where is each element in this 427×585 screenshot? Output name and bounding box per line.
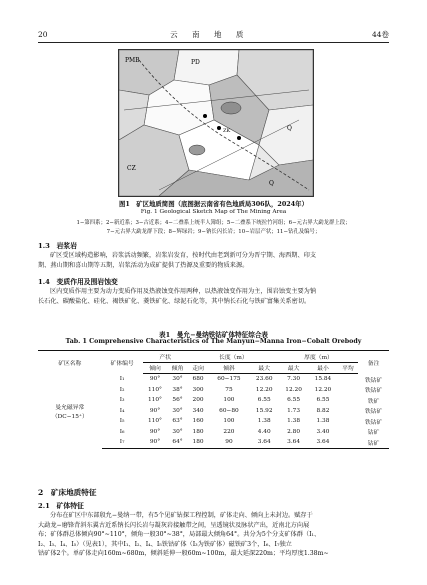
text-line: Ⅰ₂、Ⅰ₃、Ⅰ₄、Ⅰ₅）（见表1），其中Ⅰ₁、Ⅰ₂、Ⅰ₄、Ⅰ₅铁钴矿体（Ⅰ₃为铁矿体）磁铁矿3个，Ⅰ₆、Ⅰ₇独立 xyxy=(38,540,292,548)
table-cell: 23.60 xyxy=(255,376,273,383)
table-caption-cn: 表1 曼允−曼纳铁钴矿体特征综合表 xyxy=(158,331,269,339)
table-cell: 12.20 xyxy=(285,386,302,393)
table-cell: 15.92 xyxy=(255,407,273,414)
map-label: ZK xyxy=(223,128,231,134)
table-cell: 铁钴矿 xyxy=(364,409,383,416)
table-row xyxy=(38,374,389,385)
section-heading: 2 矿床地质特征 xyxy=(38,488,97,497)
section-heading: 1.3 岩浆岩 xyxy=(38,242,78,250)
paragraph xyxy=(38,287,389,306)
col-subheader: 最小 xyxy=(308,362,337,374)
text-line: 期、燕山期和喜山期等五期，岩浆活动为成矿提供了热源及重要的物质来源。 xyxy=(38,261,249,269)
table-cell: 64° xyxy=(167,437,188,448)
table-cell: 1.38 xyxy=(287,418,301,425)
table-cell: 铁钴矿 xyxy=(364,419,383,426)
table-cell: 3.40 xyxy=(316,428,330,435)
table-cell: 220 xyxy=(223,428,235,435)
table-cell: 30° xyxy=(172,376,183,383)
table-cell: 30° xyxy=(172,407,183,414)
geological-map xyxy=(118,49,314,197)
figure-caption-en: Fig. 1 Geological Sketch Map of The Mining Area xyxy=(140,209,287,215)
table-cell xyxy=(338,406,359,417)
col-header: 备注 xyxy=(358,351,389,374)
table-caption-en: Tab. 1 Comprehensive Characteristics of The Manyun−Manna Iron−Cobalt Orebody xyxy=(65,338,362,345)
district-cell xyxy=(38,374,102,449)
col-subheader: 倾斜 xyxy=(208,362,249,374)
subsection-heading: 2.1 矿体特征 xyxy=(38,502,84,510)
table-cell: 3.64 xyxy=(250,437,279,448)
col-header: 长度（m） xyxy=(188,351,279,363)
page-header xyxy=(38,28,389,40)
table-cell xyxy=(338,395,359,406)
table-cell: 钴矿 xyxy=(358,437,389,448)
figure-caption-cn: 图1 矿区地质简图（底图据云南省有色地质局306队，2024年） xyxy=(119,200,308,208)
volume-label: 44卷 xyxy=(371,29,389,39)
table-cell: 300 xyxy=(192,386,204,393)
table-cell: 110° xyxy=(147,397,162,404)
table-cell: 75 xyxy=(225,386,233,393)
orebody-table xyxy=(38,350,389,449)
table-cell: 90° xyxy=(143,437,168,448)
table-cell: 8.82 xyxy=(316,407,330,414)
map-label: Q xyxy=(287,125,292,132)
map-label: CZ xyxy=(127,165,136,172)
table-cell: 铁钴矿 xyxy=(364,388,383,395)
table-cell: 63° xyxy=(172,418,183,425)
col-header: 矿区名称 xyxy=(38,351,102,374)
table-cell: 38° xyxy=(172,386,183,393)
header-rule xyxy=(38,42,389,43)
table-cell xyxy=(338,437,359,448)
table-cell: 12.20 xyxy=(255,386,273,393)
col-subheader: 倾向 xyxy=(143,362,168,374)
table-cell: 铁钴矿 xyxy=(364,377,383,384)
col-subheader: 最大 xyxy=(250,362,279,374)
text-line: 分布在矿区中东部殷允−曼纳一带，有5个见矿钻探工程控制，矿体走向、倾向上未封边。赋存于 xyxy=(50,512,313,519)
table-cell xyxy=(338,416,359,427)
text-line: 区内变质作用主要为动力变质作用及热液蚀变作用两种，以热液蚀变作用为主，围岩蚀变主要为钠 xyxy=(50,288,317,295)
table-cell xyxy=(338,374,359,385)
table-cell: 12.20 xyxy=(314,386,332,393)
table-cell: 1.73 xyxy=(287,407,301,414)
table-cell: 60−80 xyxy=(219,407,239,414)
col-subheader: 最大 xyxy=(279,362,308,374)
table-cell: 30° xyxy=(172,428,183,435)
table-cell: 3.64 xyxy=(308,437,337,448)
text-line: 长石化、碳酸盐化、硅化、褐铁矿化、菱铁矿化、绿泥石化等，其中钠长石化与铁矿富集关系密切。 xyxy=(38,297,311,305)
table-cell xyxy=(338,427,359,438)
col-subheader: 走向 xyxy=(188,362,209,374)
table-cell xyxy=(338,385,359,396)
district-name: 曼允磁异常 xyxy=(55,404,85,411)
table-cell: 15.84 xyxy=(314,376,332,383)
text-line: 大勐龙−磨锋背斜东翼古近系钠长闪长岩与凝灰岩接触带之间，呈透镜状及脉状产出，近南北方向展 xyxy=(38,521,310,529)
table-cell: Ⅰ₁ xyxy=(119,376,125,382)
table-cell: 3.64 xyxy=(279,437,308,448)
section-heading: 1.4 变质作用及围岩蚀变 xyxy=(38,278,118,286)
table-cell: 680 xyxy=(192,376,204,383)
map-drawing xyxy=(119,50,313,196)
table-cell: 100 xyxy=(223,397,235,404)
figure-legend-line: 7−元古界大勐龙群下段；8−辉绿岩；9−钠长闪长岩；10−岩层产状；11−钻孔及编号； xyxy=(106,229,321,235)
table-cell: 160 xyxy=(192,418,204,425)
table-cell: 1.38 xyxy=(257,418,271,425)
table-cell: 90° xyxy=(149,428,161,435)
table-cell: 110° xyxy=(147,418,162,425)
paragraph xyxy=(38,251,389,270)
table-cell: 1.38 xyxy=(316,418,330,425)
table-cell: 2.80 xyxy=(287,428,301,435)
map-label: PMB xyxy=(125,57,140,64)
table-cell: 6.55 xyxy=(316,397,330,404)
table-cell: 56° xyxy=(172,397,183,404)
table-cell: 180 xyxy=(188,437,209,448)
table-cell: 60−175 xyxy=(217,376,241,383)
table-cell: 90° xyxy=(149,407,161,414)
col-header: 厚度（m） xyxy=(279,351,358,363)
figure-legend-line: 1−第四系；2−新近系；3−古近系；4−二叠系上统半人簿组；5−二叠系下统拉竹河组；6−元古界大勐龙群上段； xyxy=(76,220,351,226)
table-cell: 铁矿 xyxy=(367,398,380,405)
table-cell: 6.55 xyxy=(287,397,301,404)
table-cell: 200 xyxy=(192,397,204,404)
paragraph xyxy=(38,511,389,559)
table-cell: 340 xyxy=(192,407,204,414)
table-cell: Ⅰ₃ xyxy=(119,397,125,404)
page-number: 20 xyxy=(38,29,48,39)
map-label: PD xyxy=(191,59,200,66)
journal-title: 云 南 地 质 xyxy=(170,29,250,39)
table-cell: 6.55 xyxy=(257,397,271,404)
table-cell: Ⅰ₆ xyxy=(119,428,125,435)
table-cell: Ⅰ₄ xyxy=(119,407,125,414)
table-cell: 110° xyxy=(147,386,162,393)
table-cell: 90° xyxy=(149,376,161,383)
district-code: （DC−15⁺） xyxy=(51,413,88,420)
table-cell: Ⅰ₂ xyxy=(119,386,125,393)
table-cell: 100 xyxy=(223,418,235,425)
table-cell: 4.40 xyxy=(257,428,271,435)
text-line: 钴矿体2个。单矿体走向160m~680m，倾斜延伸一般60m~100m，最大延深220m；平均厚度1.38m~ xyxy=(38,550,329,558)
text-line: 矿区受区域构造影响，岩浆活动频繁，岩浆岩发育，按时代由老到新可分为晋宁期、海西期、印支 xyxy=(50,252,317,259)
table-cell: 90 xyxy=(208,437,249,448)
table-cell: 7.30 xyxy=(287,376,301,383)
col-header: 矿体编号 xyxy=(102,351,143,374)
table-cell: Ⅰ₇ xyxy=(102,437,143,448)
table-cell: Ⅰ₅ xyxy=(119,418,125,425)
map-label: Q xyxy=(269,180,274,187)
table-cell: 180 xyxy=(192,428,204,435)
col-header: 产状 xyxy=(143,351,188,363)
col-subheader: 平均 xyxy=(338,362,359,374)
col-subheader: 倾角 xyxy=(167,362,188,374)
text-line: 布；矿体群总体倾向90°~110°，倾角一般30°~38°，局部最大倾角64°。共分为5个分支矿体群（Ⅰ₁、 xyxy=(38,531,321,539)
table-cell: 钴矿 xyxy=(367,430,380,437)
